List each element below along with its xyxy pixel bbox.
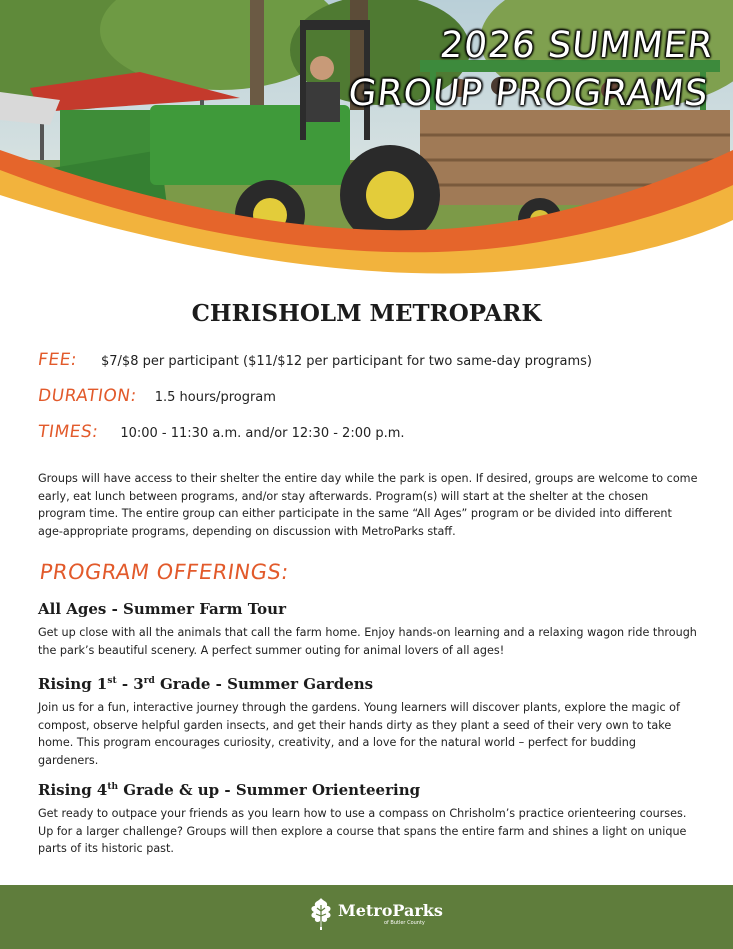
fee-row <box>38 350 592 370</box>
program-desc-gardens: Join us for a fun, interactive journey through the gardens. Young learners will discover plants, explore the magic of compost, observe helpful garden insects, and get their hands dirty as they plant a seed of their very own to take home. This program encourages curiosity, creativity, and a love for the natural world – perfect for budding gardeners. <box>38 701 680 767</box>
program-title-gardens <box>38 675 373 693</box>
program-title-orienteering <box>38 781 420 799</box>
fee-label: FEE: <box>36 350 79 370</box>
hero-title-line1: 2026 SUMMER <box>438 25 716 66</box>
duration-row <box>38 386 276 406</box>
hero-banner <box>0 0 733 290</box>
ordinal-suffix: rd <box>143 676 155 686</box>
offerings-heading: PROGRAM OFFERINGS: <box>38 560 291 584</box>
hero-title-line2: GROUP PROGRAMS <box>346 73 711 114</box>
program-title-all-ages: All Ages - Summer Farm Tour <box>38 600 286 618</box>
park-title: CHRISHOLM METROPARK <box>191 300 542 327</box>
logo-name: MetroParks <box>338 901 443 920</box>
times-label: TIMES: <box>36 422 100 442</box>
program-desc-orienteering: Get ready to outpace your friends as you learn how to use a compass on Chrisholm’s practice orienteering courses. Up for a larger challenge? Groups will then explore a course that spans the entire farm and shines a light on unique parts of its historic past. <box>38 807 687 856</box>
times-row <box>38 422 405 442</box>
title-part: Grade - Summer Gardens <box>154 675 374 693</box>
title-part: Grade & up - Summer Orienteering <box>118 781 421 799</box>
duration-label: DURATION: <box>36 386 139 406</box>
ordinal-suffix: th <box>107 782 119 792</box>
duration-value: 1.5 hours/program <box>154 390 276 405</box>
metroparks-logo[interactable] <box>308 897 443 931</box>
oak-leaf-icon <box>308 897 334 931</box>
title-part: Rising 1 <box>38 675 108 693</box>
ordinal-suffix: st <box>107 676 117 686</box>
logo-sub: of Butler County <box>384 920 425 926</box>
program-desc-all-ages: Get up close with all the animals that call the farm home. Enjoy hands-on learning and a relaxing wagon ride through the park’s beautiful scenery. A perfect summer outing for animal lovers of all ages! <box>38 626 697 657</box>
logo-text <box>338 902 443 926</box>
intro-paragraph: Groups will have access to their shelter the entire day while the park is open. If desired, groups are welcome to come early, eat lunch between programs, and/or stay afterwards. Program(s) will start at the shelter at the chosen program time. The entire group can either participate in the same “All Ages” program or be divided into different age-appropriate programs, depending on discussion with MetroParks staff. <box>38 472 698 538</box>
title-part: Rising 4 <box>38 781 108 799</box>
footer <box>0 885 733 949</box>
title-part: - 3 <box>116 675 144 693</box>
fee-value: $7/$8 per participant ($11/$12 per participant for two same-day programs) <box>101 354 592 369</box>
hero-title <box>346 22 716 118</box>
times-value: 10:00 - 11:30 a.m. and/or 12:30 - 2:00 p.m. <box>120 426 405 441</box>
